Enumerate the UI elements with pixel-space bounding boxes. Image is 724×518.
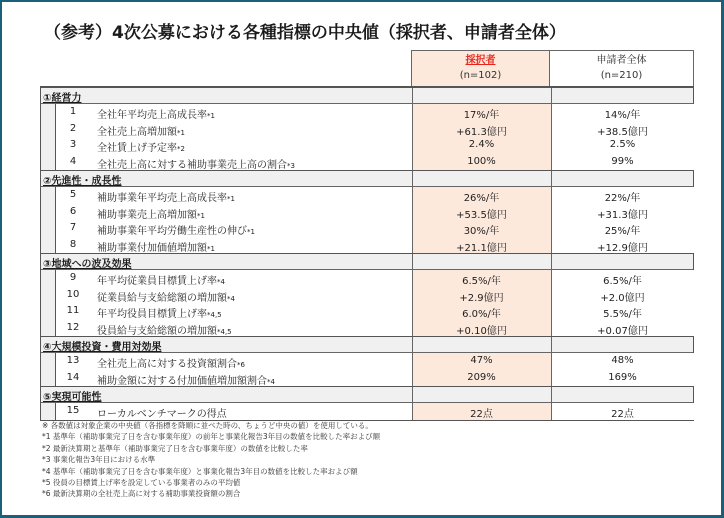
footnotes (42, 420, 380, 500)
selected-value: 2.4% (468, 139, 495, 150)
section-rows (41, 104, 693, 171)
row-label (97, 189, 235, 204)
row-label (97, 139, 185, 154)
row-number: 12 (66, 321, 80, 333)
selected-value: +0.10億円 (456, 325, 507, 337)
footnote-ref: *2 (177, 145, 185, 153)
indicator-name: 補助事業年平均売上高成長率 (97, 193, 227, 204)
row-label (97, 372, 275, 387)
selected-value: 100% (467, 155, 496, 167)
indicator-name: 年平均従業員目標賃上げ率 (97, 276, 217, 287)
header-all-label: 申請者全体 (596, 55, 647, 66)
indicator-name: 補助事業年平均労働生産性の伸び (97, 226, 247, 237)
row-number: 14 (66, 371, 80, 383)
indicator-name: 全社売上高に対する投資額割合 (97, 359, 237, 370)
footnote-ref: *1 (207, 244, 215, 253)
footnote-ref: *3 (287, 161, 295, 170)
table-row (41, 270, 693, 287)
section-rows (41, 270, 693, 337)
table-row (41, 353, 693, 370)
footnote-line: ※ 各数値は対象企業の中央値（各指標を降順に並べた時の、ちょうど中央の値）を使用している。 (42, 421, 373, 430)
section-header (41, 171, 693, 187)
section-selected-cell (412, 88, 551, 103)
section-selected-cell (412, 254, 551, 269)
all-value: 22点 (611, 409, 634, 420)
table-row (41, 303, 693, 320)
indicator-name: ローカルベンチマークの得点 (97, 409, 227, 420)
all-value: 6.5%/年 (603, 276, 642, 287)
section-title: ⑤実現可能性 (43, 392, 102, 403)
selected-value: 209% (467, 371, 496, 383)
table-row (41, 154, 693, 171)
section-title: ②先進性・成長性 (43, 176, 122, 187)
table-row (41, 104, 693, 121)
section-rows (41, 403, 693, 420)
indicator-name: 年平均役員目標賃上げ率 (97, 309, 207, 320)
section-header (41, 254, 693, 270)
row-number: 13 (66, 355, 80, 366)
footnote-line: *5 役員の目標賃上げ率を設定している事業者のみの平均値 (42, 478, 241, 488)
all-value: 25%/年 (604, 226, 641, 237)
row-number: 3 (69, 139, 77, 150)
footnote-ref: *1 (197, 211, 205, 220)
header-all-count: (n=210) (600, 70, 643, 81)
all-value: 99% (611, 155, 634, 167)
footnote-line: *6 最新決算期の全社売上高に対する補助事業投資額の割合 (42, 489, 241, 499)
all-value: +38.5億円 (597, 126, 648, 138)
table-row (41, 220, 693, 237)
all-value: +31.3億円 (597, 209, 648, 221)
all-value: 2.5% (609, 139, 636, 150)
row-number: 15 (66, 405, 80, 416)
section-title: ①経営力 (43, 93, 82, 104)
section-selected-cell (412, 387, 551, 402)
all-value: +2.0億円 (600, 292, 645, 304)
section-selected-cell (412, 171, 551, 186)
section-header (41, 337, 693, 353)
row-label (97, 272, 225, 287)
indicator-name: 全社売上高に対する補助事業売上高の割合 (97, 159, 287, 171)
section-header (41, 88, 693, 104)
header-selected-label: 採択者 (465, 55, 496, 66)
footnote-ref: *6 (237, 361, 245, 369)
row-label (97, 305, 222, 320)
row-number: 5 (69, 189, 77, 200)
section-all-cell (551, 88, 694, 103)
table-row (41, 137, 693, 154)
row-label (97, 106, 215, 121)
indicator-name: 全社賃上げ予定率 (97, 143, 177, 154)
selected-value: 17%/年 (463, 110, 500, 121)
section-title: ③地域への波及効果 (43, 259, 132, 270)
selected-value: 6.0%/年 (462, 309, 501, 320)
selected-value: 6.5%/年 (462, 276, 501, 287)
all-value: 5.5%/年 (603, 309, 642, 320)
table-header (40, 50, 694, 86)
table-row (41, 187, 693, 204)
table-row (41, 370, 693, 387)
row-number: 6 (69, 205, 77, 217)
footnote-ref: *1 (247, 228, 255, 236)
row-number: 7 (69, 222, 77, 233)
section-selected-cell (412, 337, 551, 352)
section-all-cell (551, 387, 694, 402)
selected-value: +53.5億円 (456, 209, 507, 221)
footnote-line: *1 基準年（補助事業完了日を含む事業年度）の前年と事業化報告3年目の数値を比較した率および額 (42, 432, 381, 442)
footnote-line: *3 事業化報告3年目における水準 (42, 455, 156, 465)
section-all-cell (551, 254, 694, 269)
table-row (41, 403, 693, 420)
indicator-name: 補助金額に対する付加価値増加額割合 (97, 375, 267, 387)
section-header (41, 387, 693, 403)
selected-value: 47% (470, 355, 493, 366)
all-value: 22%/年 (604, 193, 641, 204)
indicator-name: 全社年平均売上高成長率 (97, 110, 207, 121)
footnote-ref: *1 (207, 112, 215, 120)
indicator-name: 全社売上高増加額 (97, 126, 177, 138)
footnote-ref: *4 (217, 278, 225, 286)
footnote-ref: *1 (227, 195, 235, 203)
table-body (40, 86, 694, 421)
row-label (97, 405, 227, 420)
row-label (97, 222, 255, 237)
section-title: ④大規模投資・費用対効果 (43, 342, 162, 353)
header-all (550, 50, 694, 86)
section-rows (41, 187, 693, 254)
row-number: 8 (69, 238, 77, 250)
all-value: 14%/年 (604, 110, 641, 121)
footnote-ref: *4,5 (207, 311, 222, 319)
row-number: 11 (66, 305, 80, 316)
all-value: +12.9億円 (597, 242, 648, 254)
indicator-name: 補助事業付加価値増加額 (97, 242, 207, 254)
row-label (97, 239, 215, 254)
selected-value: +21.1億円 (456, 242, 507, 254)
row-number: 10 (66, 288, 80, 300)
table-row (41, 121, 693, 138)
row-label (97, 206, 205, 221)
selected-value: 22点 (470, 409, 493, 420)
section-all-cell (551, 337, 694, 352)
page-title: （参考）4次公募における各種指標の中央値（採択者、申請者全体） (44, 23, 566, 43)
indicator-name: 補助事業売上高増加額 (97, 209, 197, 221)
indicator-table (40, 50, 694, 421)
all-value: +0.07億円 (597, 325, 648, 337)
indicator-name: 役員給与支給総額の増加額 (97, 325, 217, 337)
footnote-ref: *4 (267, 377, 275, 386)
table-row (41, 320, 693, 337)
footnote-ref: *4 (227, 294, 235, 303)
row-label (97, 156, 295, 171)
footnote-ref: *4,5 (217, 327, 232, 336)
row-label (97, 123, 185, 138)
row-number: 9 (69, 272, 77, 283)
table-row (41, 287, 693, 304)
selected-value: +2.9億円 (459, 292, 504, 304)
footnote-ref: *1 (177, 128, 185, 137)
row-label (97, 322, 232, 337)
indicator-name: 従業員給与支給総額の増加額 (97, 292, 227, 304)
table-row (41, 237, 693, 254)
row-label (97, 355, 245, 370)
all-value: 48% (611, 355, 634, 366)
row-number: 4 (69, 155, 77, 167)
all-value: 169% (608, 371, 637, 383)
header-selected (411, 50, 550, 86)
selected-value: +61.3億円 (456, 126, 507, 138)
row-label (97, 289, 235, 304)
row-number: 2 (69, 122, 77, 134)
row-number: 1 (69, 106, 77, 117)
section-all-cell (551, 171, 694, 186)
header-selected-count: (n=102) (459, 70, 502, 81)
selected-value: 30%/年 (463, 226, 500, 237)
footnote-line: *4 基準年（補助事業完了日を含む事業年度）と事業化報告3年目の数値を比較した率および額 (42, 466, 358, 476)
footnote-line: *2 最新決算期と基準年（補助事業完了日を含む事業年度）の数値を比較した率 (42, 443, 308, 453)
selected-value: 26%/年 (463, 193, 500, 204)
section-rows (41, 353, 693, 387)
table-row (41, 204, 693, 221)
